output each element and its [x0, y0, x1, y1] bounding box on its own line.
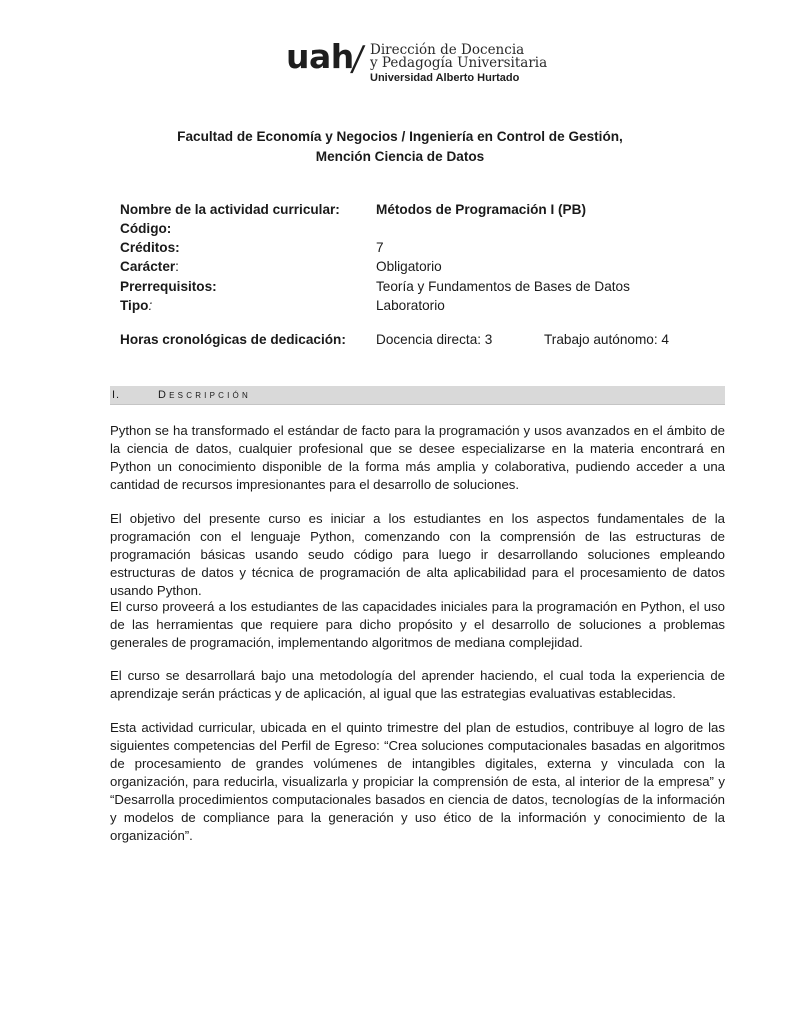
logo-mark: uah	[286, 37, 354, 76]
description-paragraph: El curso se desarrollará bajo una metodología del aprender haciendo, el cual toda la experiencia de aprendizaje serán prácticas y de aplicación, al igual que las estrategias evaluativas establecidas.	[110, 668, 725, 701]
type-label-colon: :	[148, 298, 153, 313]
section-header	[110, 386, 725, 405]
logo-department-line1: Dirección de Docencia	[370, 42, 525, 58]
section-number: I.	[112, 389, 121, 401]
character-value: Obligatorio	[376, 259, 442, 274]
credits-label: Créditos:	[120, 240, 180, 255]
type-label	[120, 296, 152, 316]
prerequisites-label: Prerrequisitos:	[120, 279, 217, 294]
character-label-text: Carácter	[120, 259, 176, 274]
description-paragraph: Esta actividad curricular, ubicada en el quinto trimestre del plan de estudios, contribuye al logro de las siguientes competencias del Perfil de Egreso: “Crea soluciones computacionales basadas en algoritmos de procesamiento de grandes volúmenes de intangibles digitales, externa y vinculada con la organización, para reducirla, visualizarla y propiciar la comprensión de esta, al interior de la empresa” y “Desarrolla procedimientos computacionales basados en ciencia de datos, tecnologías de la información y modelos de compliance para la generación y uso ético de la información y conocimiento de la organización”.	[110, 720, 725, 843]
section-title: Descripción	[158, 389, 251, 401]
description-paragraph: El curso proveerá a los estudiantes de las capacidades iniciales para la programación en Python, el uso de las herramientas que requiere para dicho propósito y el desarrollo de soluciones a problemas generales de programación, implementando algoritmos de mediana complejidad.	[110, 599, 725, 650]
description-paragraph: Python se ha transformado el estándar de facto para la programación y usos avanzados en el ámbito de la ciencia de datos, cualquier profesional que se desee especializarse en la materia encontrará en Python un conocimiento disponible de la forma más amplia y colaborativa, pudiendo acceder a una cantidad de recursos impresionantes para el desarrollo de soluciones.	[110, 423, 725, 492]
credits-value: 7	[376, 240, 384, 255]
type-value: Laboratorio	[376, 298, 445, 313]
activity-name-value: Métodos de Programación I (PB)	[376, 202, 586, 217]
type-label-text: Tipo	[120, 298, 149, 313]
hours-label: Horas cronológicas de dedicación:	[120, 332, 346, 347]
code-label: Código:	[120, 221, 172, 236]
university-logo	[0, 38, 800, 88]
logo-university-name: Universidad Alberto Hurtado	[370, 72, 520, 84]
direct-teaching-hours: Docencia directa: 3	[376, 332, 493, 347]
activity-name-label: Nombre de la actividad curricular:	[120, 202, 340, 217]
faculty-title: Facultad de Economía y Negocios / Ingeniería en Control de Gestión,	[177, 129, 623, 144]
logo-slash: /	[349, 39, 367, 79]
logo-department-line2: y Pedagogía Universitaria	[370, 55, 548, 71]
character-label	[120, 257, 179, 277]
program-subtitle: Mención Ciencia de Datos	[315, 149, 485, 164]
prerequisites-value: Teoría y Fundamentos de Bases de Datos	[376, 279, 630, 294]
character-label-colon: :	[175, 259, 179, 274]
description-paragraph: El objetivo del presente curso es iniciar a los estudiantes en los aspectos fundamentales de la programación con el lenguaje Python, comenzando con la comprensión de las estructuras de programación básicas usando seudo código para luego ir desarrollando soluciones empleando estructuras de datos y técnica de programación de alta aplicabilidad para el procesamiento de datos usando Python.	[110, 511, 725, 598]
autonomous-work-hours: Trabajo autónomo: 4	[544, 332, 669, 347]
